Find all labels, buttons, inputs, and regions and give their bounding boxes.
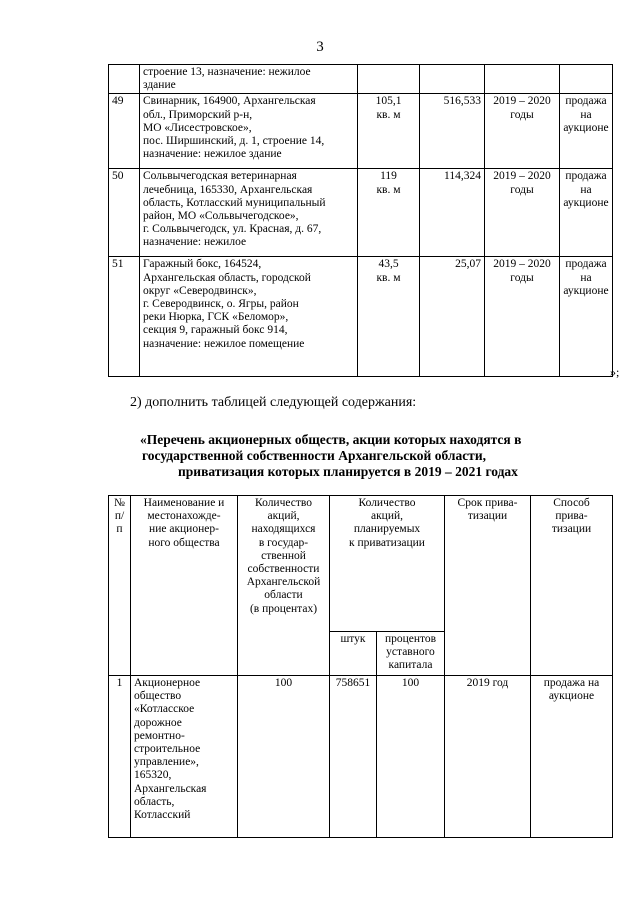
privatization-period: 2019 – 2020 годы: [485, 94, 560, 169]
table-header-row: [109, 496, 613, 632]
object-name: Сольвычегодская ветеринарная лечебница, 165330, Архангельская область, Котласский муниципальный район, МО «Сольвычегодское», г. Сольвычегодск, ул. Красная, д. 67, назначение: нежилое: [140, 169, 358, 257]
table-row: [109, 94, 613, 169]
header-name: Наименование и местонахожде- ние акционер- ного общества: [131, 496, 238, 676]
owned-percent: 100: [238, 676, 330, 838]
header-owned-shares: Количество акций, находящихся в государ- ственной собственности Архангельской области (в процентах): [238, 496, 330, 676]
privatization-period: 2019 год: [445, 676, 531, 838]
company-name: Акционерное общество «Котласское дорожное ремонтно- строительное управление», 165320, Архангельская область, Котласский: [131, 676, 238, 838]
object-cost: 516,533: [420, 94, 485, 169]
object-name: строение 13, назначение: нежилое здание: [140, 65, 358, 94]
object-area: 43,5 кв. м: [358, 257, 420, 377]
header-pieces: штук: [330, 632, 377, 676]
object-area: 119 кв. м: [358, 169, 420, 257]
header-planned-shares: Количество акций, планируемых к приватизации: [330, 496, 445, 632]
table-row: [109, 676, 613, 838]
object-area: 105,1 кв. м: [358, 94, 420, 169]
table-row: [109, 65, 613, 94]
object-cost: 25,07: [420, 257, 485, 377]
row-number: 1: [109, 676, 131, 838]
object-name: Гаражный бокс, 164524, Архангельская область, городской округ «Северодвинск», г. Северодвинск, о. Ягры, район реки Нюрка, ГСК «Беломор», секция 9, гаражный бокс 914, назначение: нежилое помещение: [140, 257, 358, 377]
header-percent: процентов уставного капитала: [377, 632, 445, 676]
closing-quote: »;: [610, 365, 620, 379]
joint-stock-companies-table: [108, 495, 613, 838]
privatization-period: 2019 – 2020 годы: [485, 169, 560, 257]
privatization-method: продажа на аукционе: [531, 676, 613, 838]
object-name: Свинарник, 164900, Архангельская обл., Приморский р-н, МО «Лисестровское», пос. Ширшинский, д. 1, строение 14, назначение: нежилое здание: [140, 94, 358, 169]
planned-pieces: 758651: [330, 676, 377, 838]
object-cost: 114,324: [420, 169, 485, 257]
row-number: 49: [109, 94, 140, 169]
table-row: [109, 257, 613, 377]
property-table: [108, 64, 613, 377]
amendment-paragraph: 2) дополнить таблицей следующей содержания:: [130, 395, 417, 410]
table-row: [109, 169, 613, 257]
page-number: 3: [316, 39, 324, 55]
privatization-period: 2019 – 2020 годы: [485, 257, 560, 377]
row-number: 50: [109, 169, 140, 257]
privatization-method: продажа на аукционе: [560, 257, 613, 377]
header-method: Способ прива- тизации: [531, 496, 613, 676]
header-period: Срок прива- тизации: [445, 496, 531, 676]
row-number: 51: [109, 257, 140, 377]
planned-percent: 100: [377, 676, 445, 838]
section-heading: «Перечень акционерных обществ, акции которых находятся в государственной собственности Архангельской области, приватизация которых планируется в 2019 – 2021 годах: [140, 432, 522, 479]
privatization-method: продажа на аукционе: [560, 169, 613, 257]
privatization-method: продажа на аукционе: [560, 94, 613, 169]
row-number: [109, 65, 140, 94]
header-number: № п/п: [109, 496, 131, 676]
